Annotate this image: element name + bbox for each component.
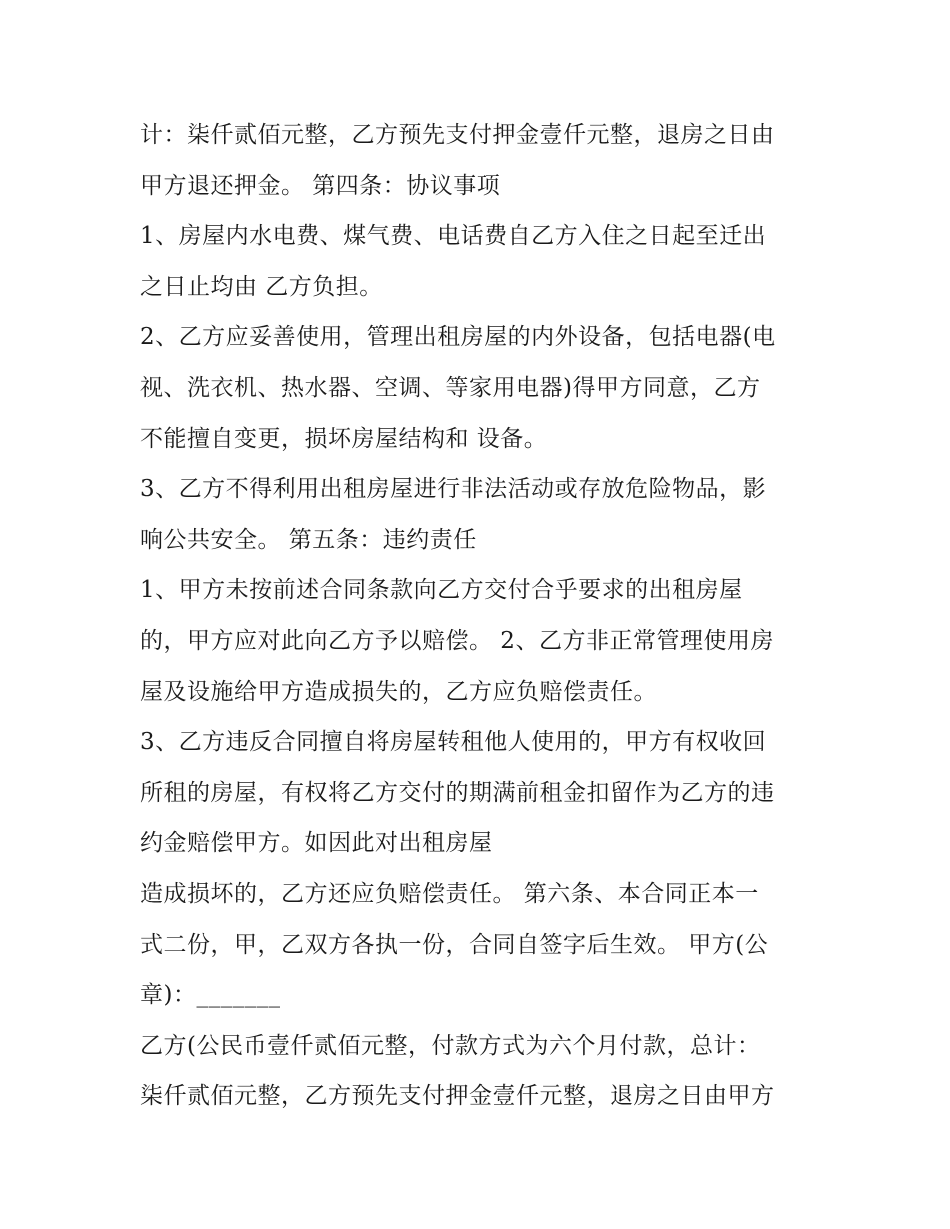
text-line: 所租的房屋，有权将乙方交付的期满前租金扣留作为乙方的违 (140, 779, 775, 806)
text-line: 2、乙方应妥善使用，管理出租房屋的内外设备，包括电器(电 (140, 324, 776, 351)
text-line: 3、乙方违反合同擅自将房屋转租他人使用的，甲方有权收回 (140, 729, 767, 756)
text-line: 章)：_______ (140, 982, 281, 1009)
text-line: 响公共安全。 第五条：违约责任 (140, 526, 477, 553)
text-line: 的，甲方应对此向乙方予以赔偿。 2、乙方非正常管理使用房 (140, 627, 774, 654)
text-line: 之日止均由 乙方负担。 (140, 273, 383, 300)
text-line: 式二份，甲，乙双方各执一份，合同自签字后生效。 甲方(公 (140, 931, 769, 958)
text-line: 乙方(公民币壹仟贰佰元整，付款方式为六个月付款，总计： (140, 1032, 761, 1059)
text-line: 柒仟贰佰元整，乙方预先支付押金壹仟元整，退房之日由甲方 (140, 1083, 775, 1110)
text-line: 不能擅自变更，损坏房屋结构和 设备。 (140, 425, 548, 452)
text-line: 约金赔偿甲方。如因此对出租房屋 (140, 830, 493, 857)
text-line: 甲方退还押金。 第四条：协议事项 (140, 172, 501, 199)
text-line: 1、房屋内水电费、煤气费、电话费自乙方入住之日起至迁出 (140, 223, 767, 250)
text-line: 3、乙方不得利用出租房屋进行非法活动或存放危险物品，影 (140, 476, 767, 503)
contract-text-body (140, 110, 820, 1122)
text-line: 计：柒仟贰佰元整，乙方预先支付押金壹仟元整，退房之日由 (140, 122, 775, 148)
text-line: 视、洗衣机、热水器、空调、等家用电器)得甲方同意，乙方 (140, 374, 761, 401)
text-line: 1、甲方未按前述合同条款向乙方交付合乎要求的出租房屋 (140, 577, 743, 604)
text-line: 造成损坏的，乙方还应负赔偿责任。 第六条、本合同正本一 (140, 880, 759, 907)
text-line: 屋及设施给甲方造成损失的，乙方应负赔偿责任。 (140, 678, 657, 705)
